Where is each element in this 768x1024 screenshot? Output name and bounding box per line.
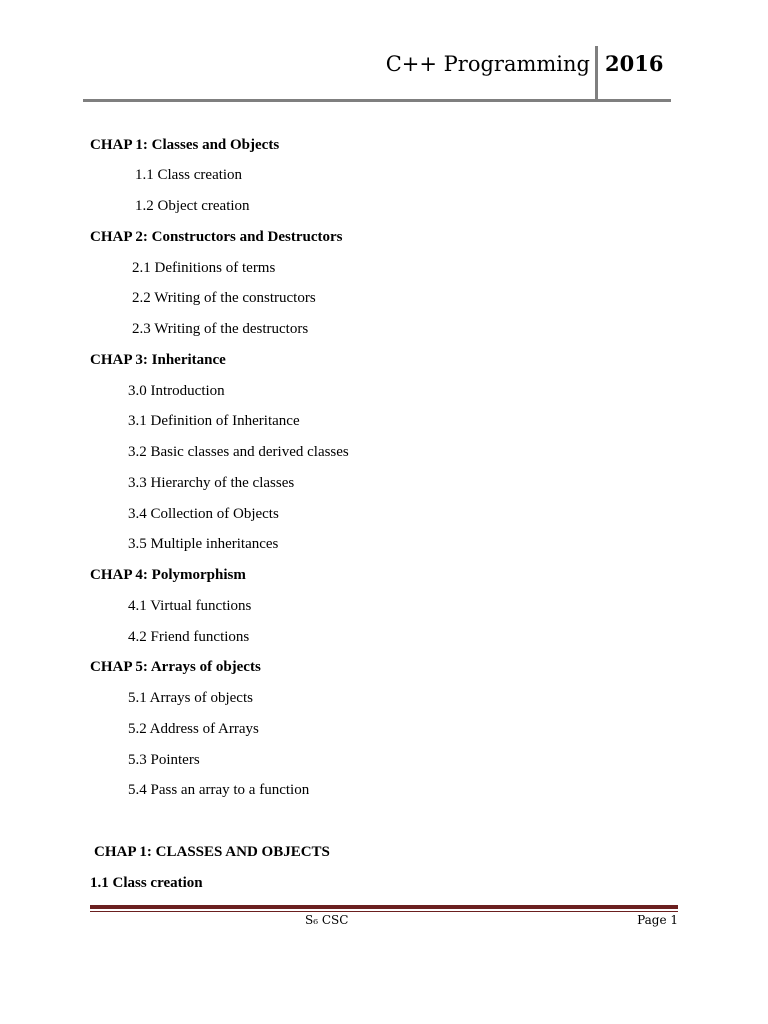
header-year: 2016 — [605, 51, 664, 76]
toc-item: 5.4 Pass an array to a function — [128, 782, 310, 798]
section-heading: 1.1 Class creation — [90, 875, 203, 891]
header-rule — [83, 99, 671, 102]
toc-item: 2.2 Writing of the constructors — [132, 290, 316, 306]
toc-item: 2.3 Writing of the destructors — [132, 321, 309, 337]
chapter-heading: CHAP 1: CLASSES AND OBJECTS — [94, 844, 330, 860]
toc-item: 4.2 Friend functions — [128, 629, 250, 645]
toc-item: 4.1 Virtual functions — [128, 598, 252, 614]
toc-item: 3.0 Introduction — [128, 383, 225, 399]
toc-item: 5.3 Pointers — [128, 752, 200, 768]
toc-item: 2.1 Definitions of terms — [132, 260, 276, 276]
toc-chapter-4: CHAP 4: Polymorphism — [90, 567, 246, 583]
toc-item: 5.1 Arrays of objects — [128, 690, 253, 706]
toc-item: 3.1 Definition of Inheritance — [128, 413, 300, 429]
header-title: C++ Programming — [385, 52, 590, 76]
toc-chapter-1: CHAP 1: Classes and Objects — [90, 137, 280, 153]
footer-rule-thin — [90, 911, 678, 912]
footer-course: S₆ CSC — [305, 913, 349, 927]
toc-item: 3.3 Hierarchy of the classes — [128, 475, 295, 491]
toc-item: 3.2 Basic classes and derived classes — [128, 444, 349, 460]
toc-item: 3.5 Multiple inheritances — [128, 536, 279, 552]
footer-rule — [90, 905, 678, 909]
toc-chapter-5: CHAP 5: Arrays of objects — [90, 659, 261, 675]
toc-chapter-2: CHAP 2: Constructors and Destructors — [90, 229, 343, 245]
toc-item: 5.2 Address of Arrays — [128, 721, 259, 737]
toc-item: 1.1 Class creation — [135, 167, 243, 183]
header-divider — [595, 46, 598, 102]
toc-item: 1.2 Object creation — [135, 198, 250, 214]
page-number: Page 1 — [637, 913, 678, 927]
toc-item: 3.4 Collection of Objects — [128, 506, 279, 522]
toc-chapter-3: CHAP 3: Inheritance — [90, 352, 226, 368]
